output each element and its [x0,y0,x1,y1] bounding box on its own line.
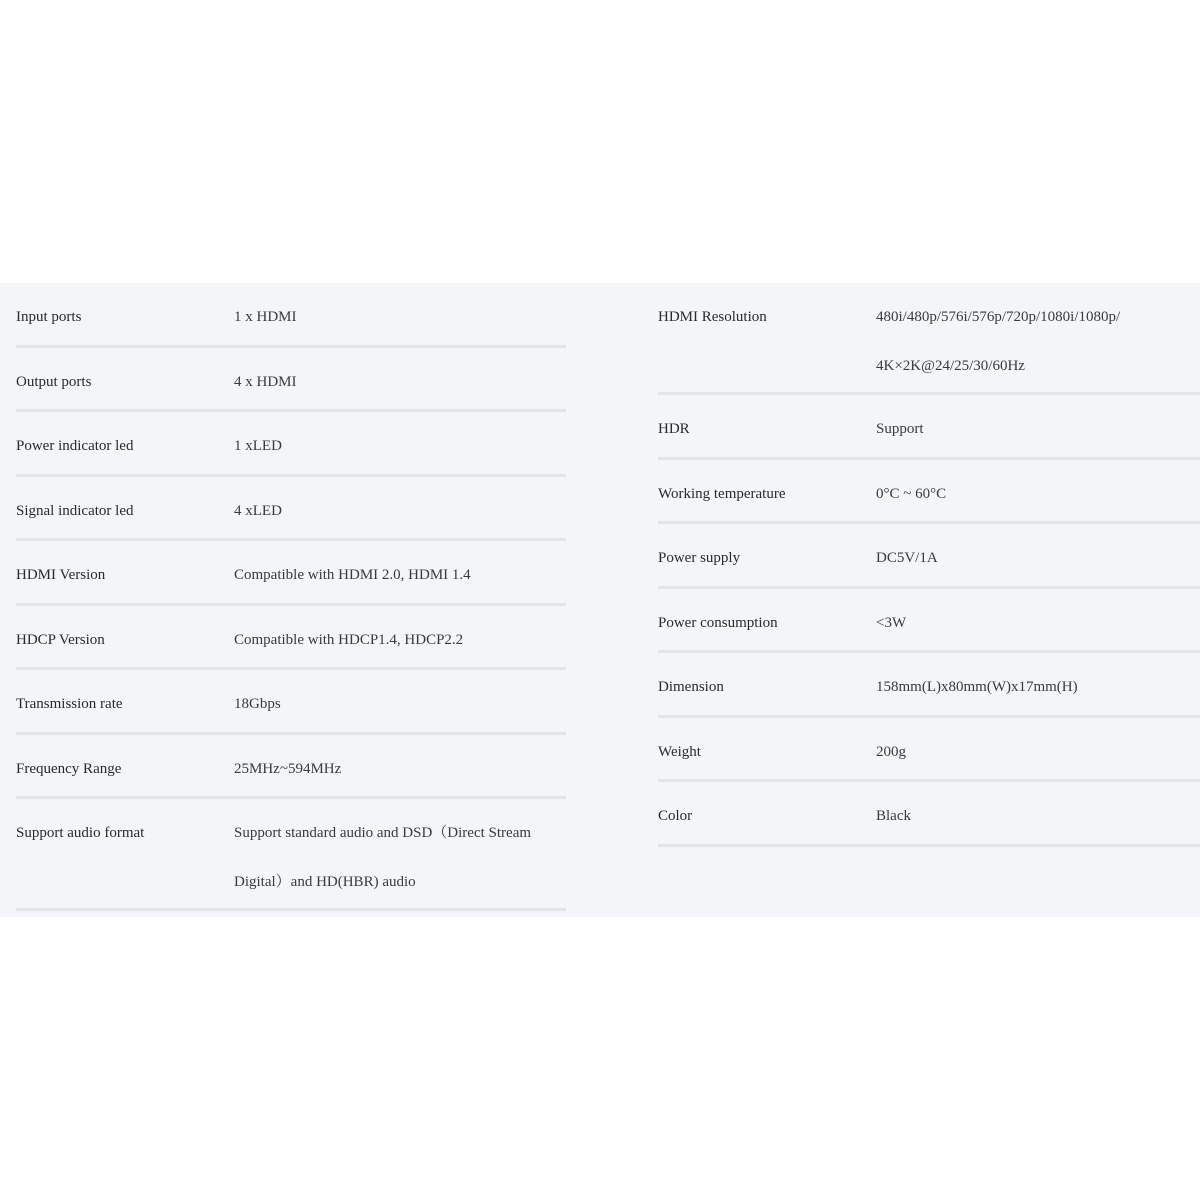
spec-row-frequency-range [16,735,566,800]
spec-column-left [16,283,566,911]
spec-value-line: <3W [876,614,907,631]
spec-value-line: 1 x HDMI [234,309,297,325]
spec-label: Output ports [16,373,92,390]
spec-value [876,782,1200,844]
spec-value [234,477,566,539]
spec-row-power-indicator [16,412,566,477]
spec-label: Frequency Range [16,760,122,777]
spec-value-line: 18Gbps [234,696,281,712]
spec-value [876,653,1200,715]
spec-value-line: 4 x HDMI [234,373,297,390]
spec-value-line: 200g [876,743,906,760]
spec-value [234,283,566,345]
spec-value-line: Support [876,421,924,437]
spec-value [876,283,1200,392]
spec-label: Transmission rate [16,696,123,712]
spec-label: HDCP Version [16,631,105,648]
spec-row-power-consumption [658,589,1200,654]
spec-row-signal-indicator [16,477,566,542]
spec-label: Power supply [658,550,741,566]
spec-row-audio-format [16,799,566,911]
spec-label: Color [658,808,693,824]
spec-row-weight [658,718,1200,783]
spec-row-hdmi-resolution [658,283,1200,395]
spec-value [876,395,1200,457]
spec-label: Signal indicator led [16,502,134,519]
spec-label: Support audio format [16,825,145,841]
spec-value [234,541,566,603]
spec-value [234,606,566,668]
spec-value-line: 25MHz~594MHz [234,760,342,777]
spec-value [876,589,1200,651]
spec-row-output-ports [16,348,566,413]
spec-value-line: 158mm(L)x80mm(W)x17mm(H) [876,679,1078,695]
spec-value-line: Black [876,808,911,824]
spec-value-line: Compatible with HDMI 2.0, HDMI 1.4 [234,567,471,583]
spec-row-dimension [658,653,1200,718]
spec-label: Dimension [658,679,724,695]
spec-label: HDMI Resolution [658,309,767,325]
spec-row-power-supply [658,524,1200,589]
spec-value [876,718,1200,780]
spec-row-transmission-rate [16,670,566,735]
spec-value [234,799,566,908]
spec-value-line: 0°C ~ 60°C [876,485,947,502]
spec-row-hdcp-version [16,606,566,671]
spec-label: HDMI Version [16,567,106,583]
spec-row-color [658,782,1200,847]
spec-label: Power indicator led [16,438,134,454]
spec-row-hdmi-version [16,541,566,606]
spec-value-line: Support standard audio and DSD（Direct Stream [234,825,532,841]
spec-row-hdr [658,395,1200,460]
spec-table [0,283,1200,917]
spec-label: HDR [658,421,690,437]
spec-column-right [658,283,1200,847]
spec-value [234,735,566,797]
spec-value [234,348,566,410]
spec-value-line: 1 xLED [234,438,282,454]
spec-value [234,670,566,732]
spec-row-input-ports [16,283,566,348]
spec-value-line: Digital）and HD(HBR) audio [234,874,416,890]
spec-label: Input ports [16,309,82,325]
spec-label: Power consumption [658,614,778,631]
spec-value [234,412,566,474]
spec-label: Working temperature [658,485,786,502]
spec-value-line: Compatible with HDCP1.4, HDCP2.2 [234,631,464,648]
spec-value [876,460,1200,522]
spec-value-line: 480i/480p/576i/576p/720p/1080i/1080p/ [876,309,1121,325]
spec-value-line: 4 xLED [234,502,282,519]
spec-value [876,524,1200,586]
spec-row-working-temperature [658,460,1200,525]
spec-label: Weight [658,743,701,760]
spec-value-line: 4K×2K@24/25/30/60Hz [876,358,1025,374]
spec-value-line: DC5V/1A [876,550,938,566]
